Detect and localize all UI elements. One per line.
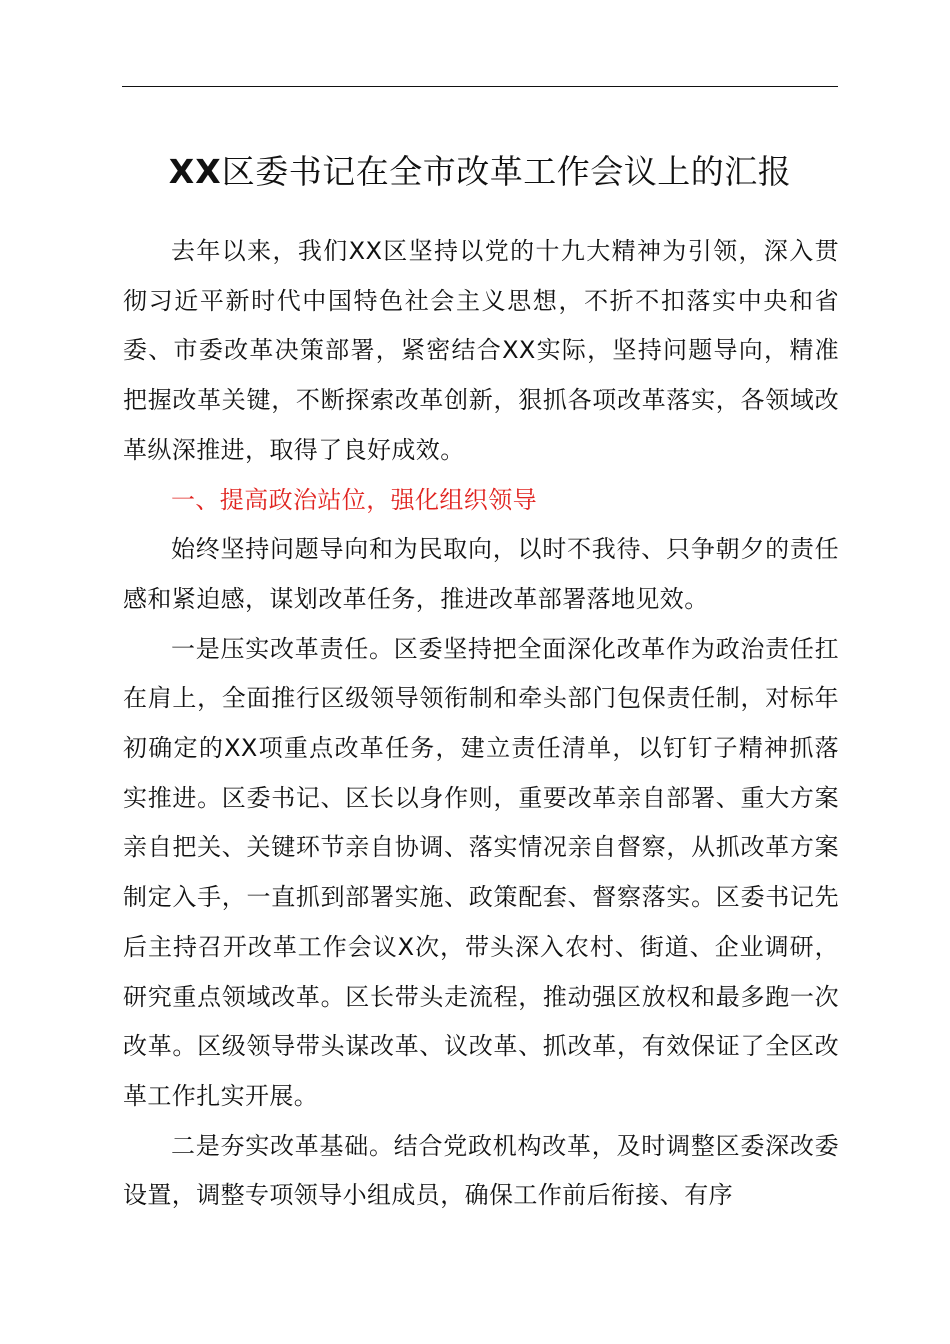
title-prefix: XX [168, 152, 222, 191]
title-rest: 区委书记在全市改革工作会议上的汇报 [221, 152, 792, 191]
document-title [122, 150, 838, 194]
document-body [123, 227, 839, 1221]
intro-paragraph: 去年以来，我们XX区坚持以党的十九大精神为引领，深入贯彻习近平新时代中国特色社会主义思想，不折不扣落实中央和省委、市委改革决策部署，紧密结合XX实际，坚持问题导向，精准把握改革关键，不断探索改革创新，狠抓各项改革落实，各领域改革纵深推进，取得了良好成效。 [123, 237, 839, 464]
section-1-paragraph-2: 一是压实改革责任。区委坚持把全面深化改革作为政治责任扛在肩上，全面推行区级领导领衔制和牵头部门包保责任制，对标年初确定的XX项重点改革任务，建立责任清单，以钉钉子精神抓落实推进。区委书记、区长以身作则，重要改革亲自部署、重大方案亲自把关、关键环节亲自协调、落实情况亲自督察，从抓改革方案制定入手，一直抓到部署实施、政策配套、督察落实。区委书记先后主持召开改革工作会议X次，带头深入农村、街道、企业调研，研究重点领域改革。区长带头走流程，推动强区放权和最多跑一次改革。区级领导带头谋改革、议改革、抓改革，有效保证了全区改革工作扎实开展。 [123, 634, 839, 1110]
section-heading-1: 一、提高政治站位，强化组织领导 [171, 485, 537, 514]
section-1-paragraph-3: 二是夯实改革基础。结合党政机构改革，及时调整区委深改委设置，调整专项领导小组成员，确保工作前后衔接、有序 [123, 1131, 839, 1210]
header-rule [122, 86, 838, 87]
section-1-paragraph-1: 始终坚持问题导向和为民取向，以时不我待、只争朝夕的责任感和紧迫感，谋划改革任务，推进改革部署落地见效。 [123, 535, 839, 613]
